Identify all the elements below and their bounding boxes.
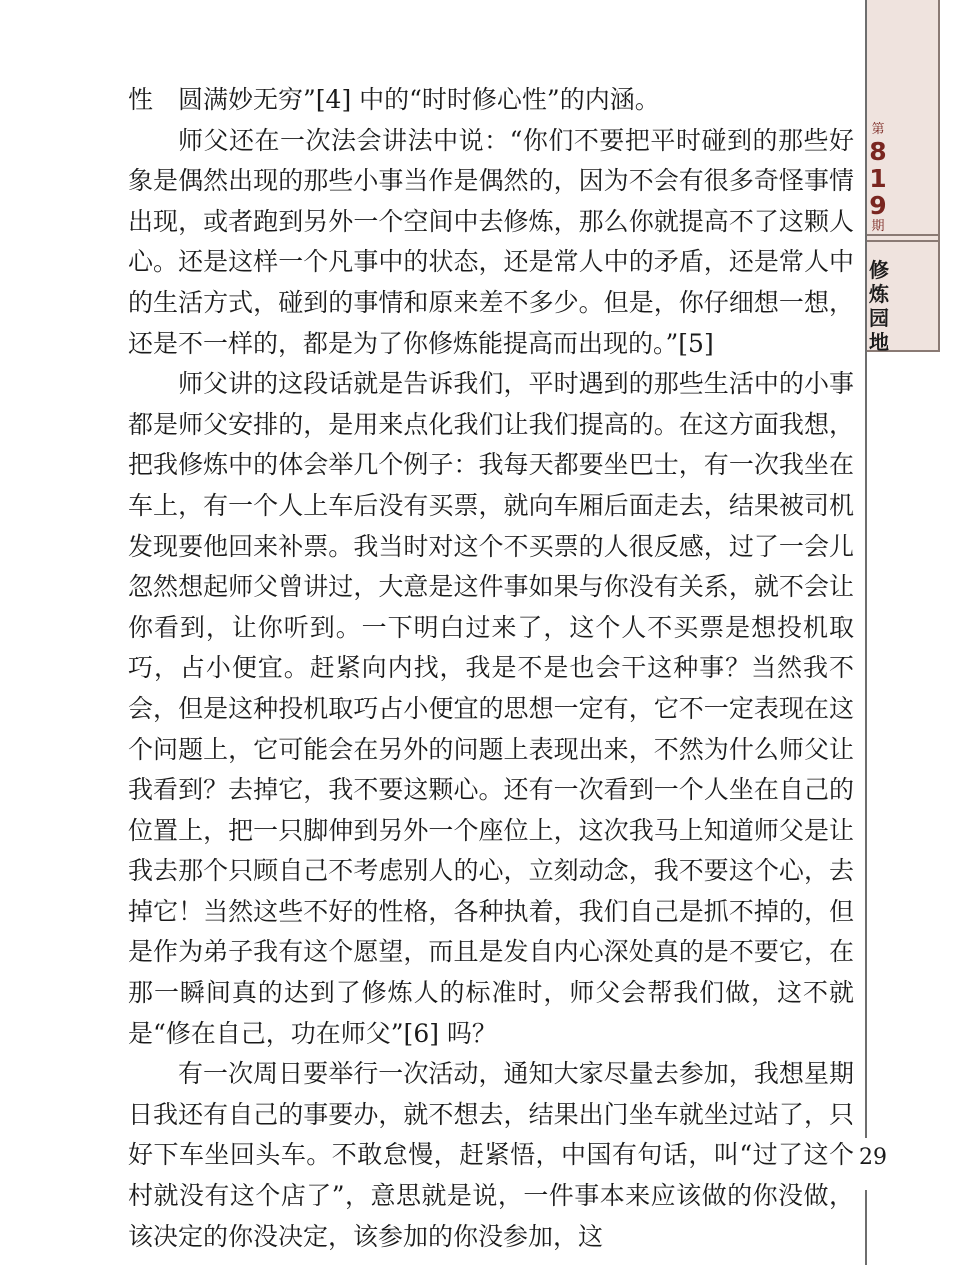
paragraph-2: 师父还在一次法会讲法中说：“你们不要把平时碰到的那些好象是偶然出现的那些小事当作是偶然的，因为不会有很多奇怪事情出现，或者跑到另外一个空间中去修炼，那么你就提高不了这颗人心。还是这样一个凡事中的状态，还是常人中的矛盾，还是常人中的生活方式，碰到的事情和原来差不多少。但是，你仔细想一想，还是不一样的，都是为了你修炼能提高而出现的。”[5] [128,125,854,358]
issue-digit-2: 1 [869,164,887,193]
section-char-2: 炼 [869,282,889,306]
margin-rule-lower [865,1190,867,1265]
issue-number [867,122,889,235]
issue-digit-3: 9 [869,191,887,220]
page-number: 29 [859,1145,887,1170]
sidebar-divider [867,234,940,242]
section-title [867,258,891,354]
paragraph-3: 师父讲的这段话就是告诉我们，平时遇到的那些生活中的小事都是师父安排的，是用来点化我们让我们提高的。在这方面我想，把我修炼中的体会举几个例子：我每天都要坐巴士，有一次我坐在车上，有一个人上车后没有买票，就向车厢后面走去，结果被司机发现要他回来补票。我当时对这个不买票的人很反感，过了一会儿忽然想起师父曾讲过，大意是这件事如果与你没有关系，就不会让你看到，让你听到。一下明白过来了，这个人不买票是想投机取巧，占小便宜。赶紧向内找，我是不是也会干这种事？当然我不会，但是这种投机取巧占小便宜的思想一定有，它不一定表现在这个问题上，它可能会在另外的问题上表现出来，不然为什么师父让我看到？去掉它，我不要这颗心。还有一次看到一个人坐在自己的位置上，把一只脚伸到另外一个座位上，这次我马上知道师父是让我去那个只顾自己不考虑别人的心，立刻动念，我不要这个心，去掉它！当然这些不好的性格，各种执着，我们自己是抓不掉的，但是作为弟子我有这个愿望，而且是发自内心深处真的是不要它，在那一瞬间真的达到了修炼人的标准时，师父会帮我们做，这不就是“修在自己，功在师父”[6] 吗？ [128,369,854,1048]
article-body [128,80,854,1257]
issue-suffix: 期 [871,219,885,234]
paragraph-4: 有一次周日要举行一次活动，通知大家尽量去参加，我想星期日我还有自己的事要办，就不想去，结果出门坐车就坐过站了，只好下车坐回头车。不敢怠慢，赶紧悟，中国有句话，叫“过了这个村就没有这个店了”，意思就是说，一件事本来应该做的你没做，该决定的你没决定，该参加的你没参加，这 [128,1059,854,1251]
section-char-3: 园 [869,306,889,330]
section-char-1: 修 [869,258,889,282]
issue-digit-1: 8 [869,137,887,166]
section-char-4: 地 [869,330,889,354]
paragraph-1: 性 圆满妙无穷”[4] 中的“时时修心性”的内涵。 [128,85,660,114]
issue-prefix: 第 [871,122,885,137]
sidebar-tab-border [938,0,940,352]
